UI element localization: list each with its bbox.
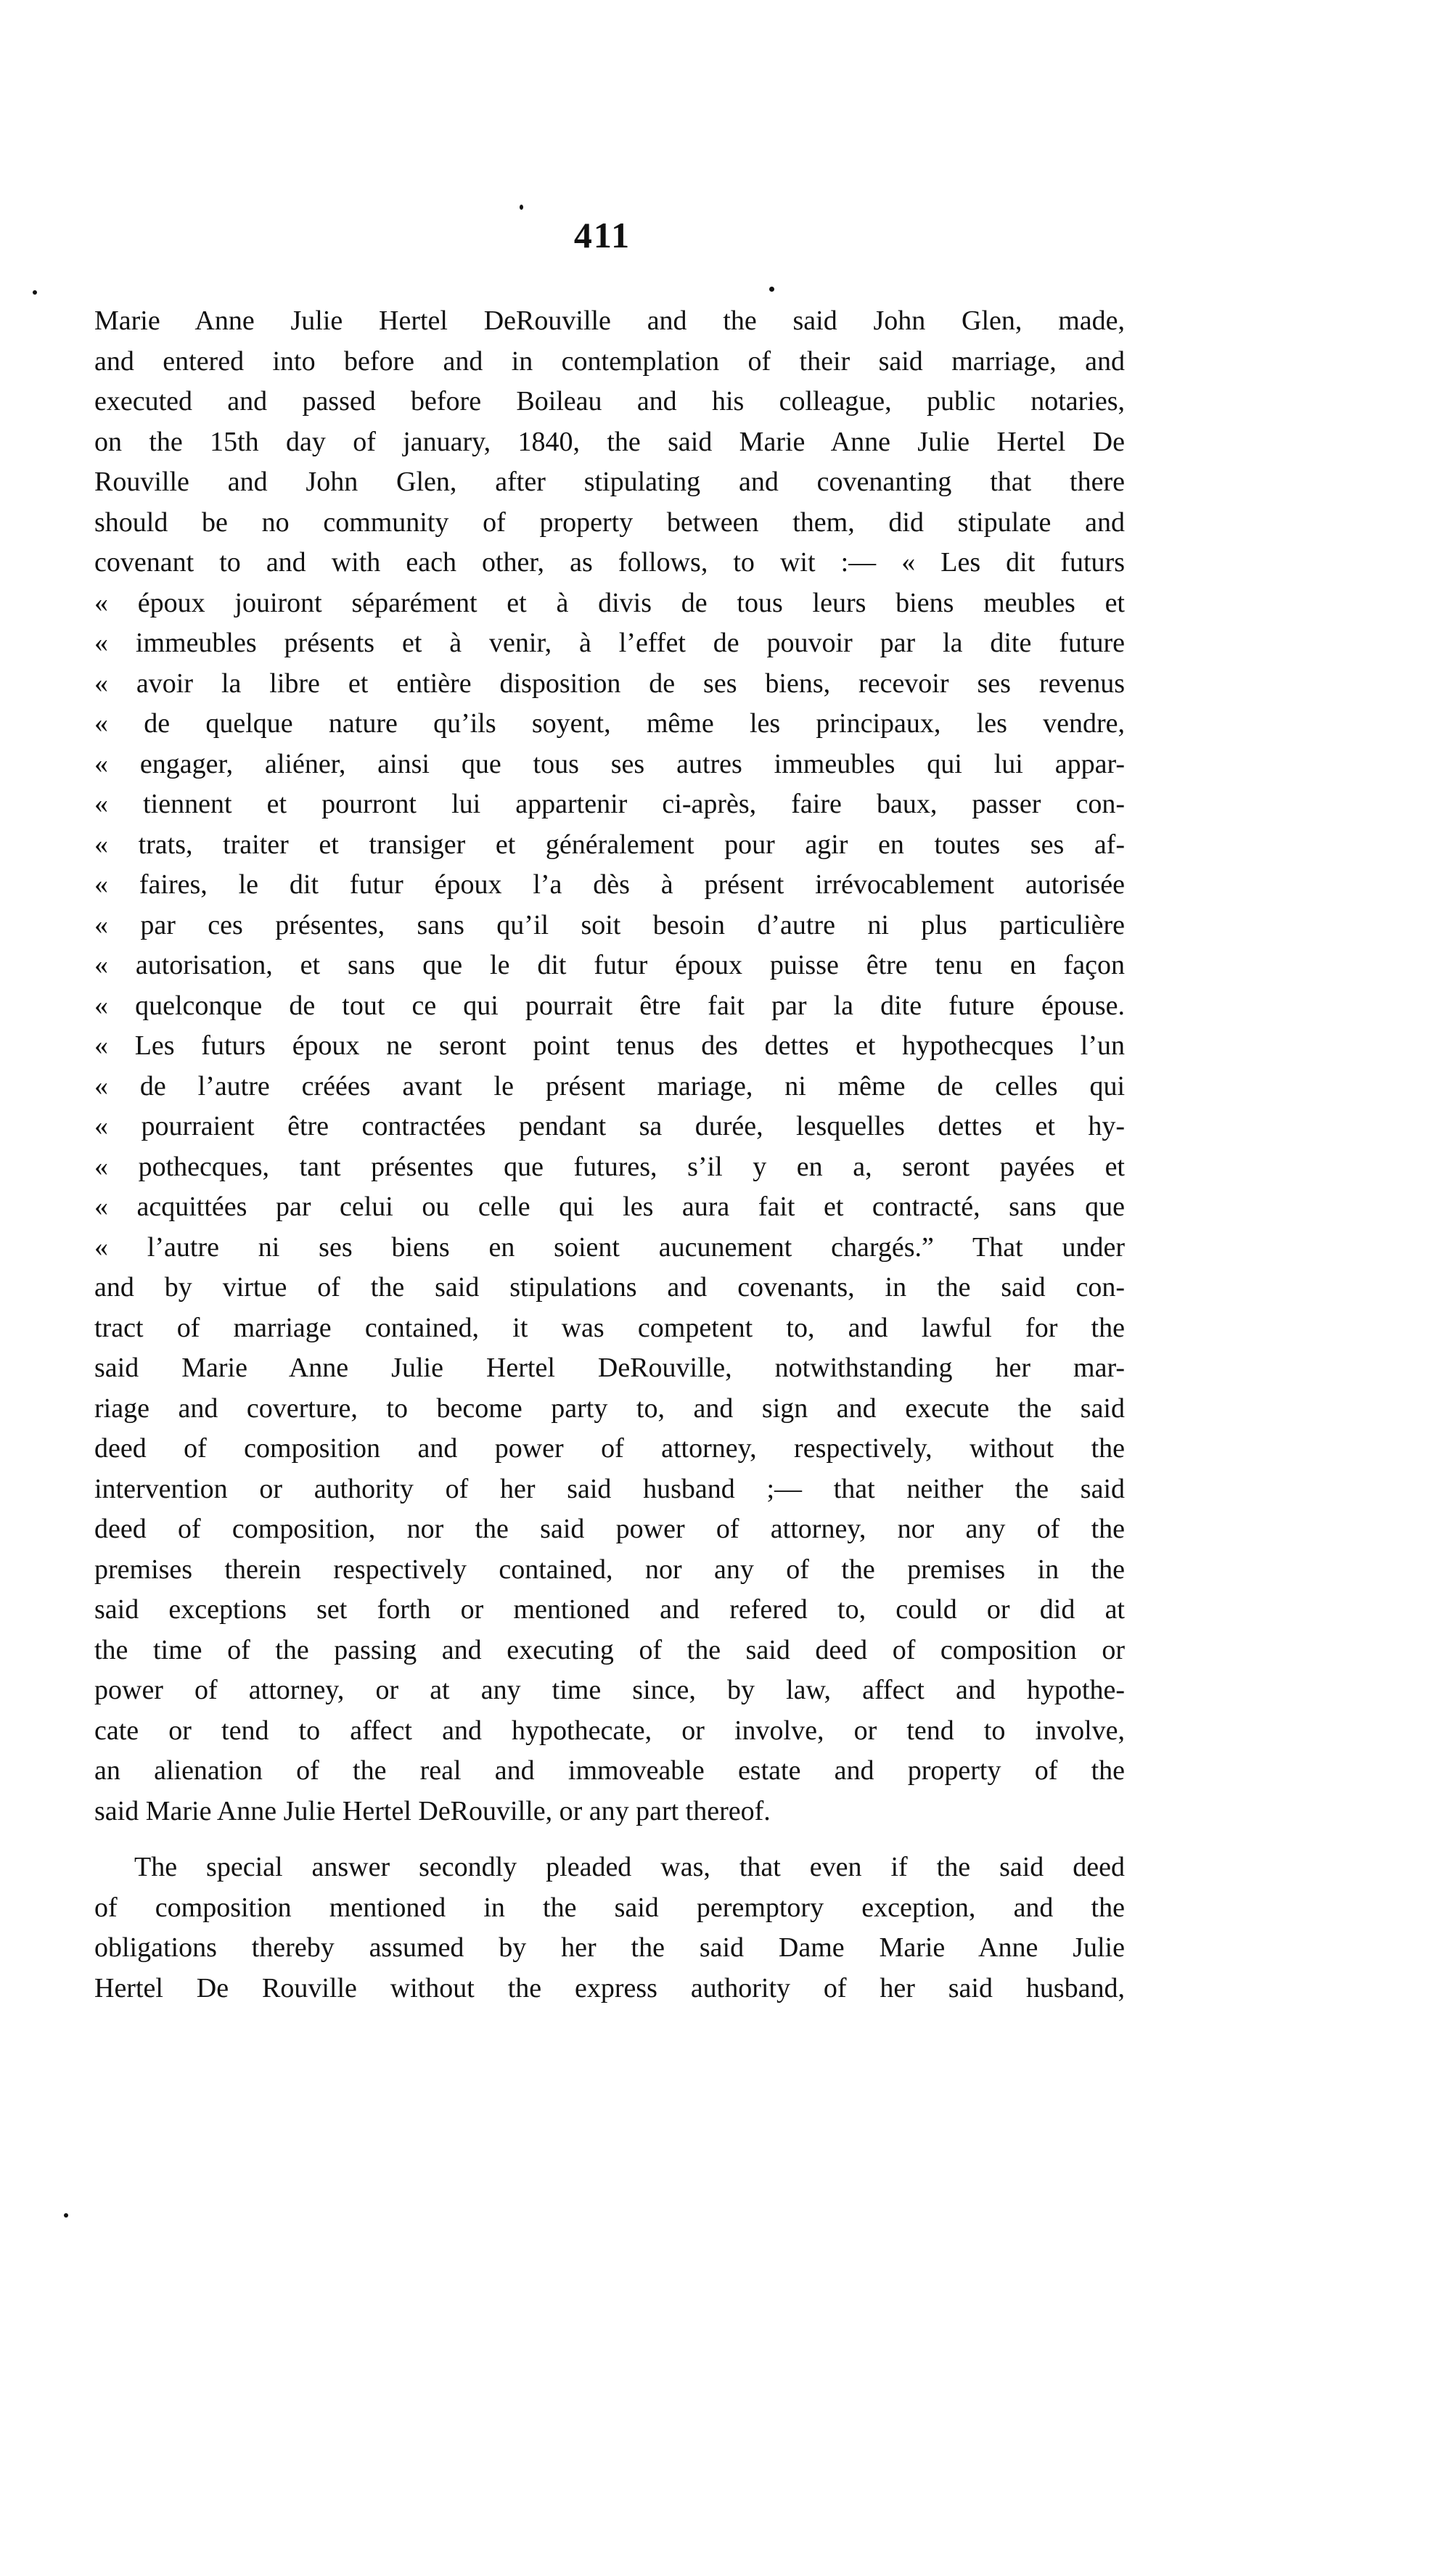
text-line: « quelconque de tout ce qui pourrait être fait par la dite future épouse. — [94, 990, 1125, 1021]
ink-speck — [769, 287, 774, 292]
text-line: said exceptions set forth or mentioned and refered to, could or did at — [94, 1594, 1125, 1625]
ink-speck — [64, 2213, 68, 2218]
text-line: deed of composition and power of attorney, respectively, without the — [94, 1433, 1125, 1464]
text-line: « pourraient être contractées pendant sa durée, lesquelles dettes et hy- — [94, 1111, 1125, 1141]
text-line: « autorisation, et sans que le dit futur époux puisse être tenu en façon — [94, 950, 1125, 980]
text-line: said Marie Anne Julie Hertel DeRouville, or any part thereof. — [94, 1795, 771, 1826]
text-line: Marie Anne Julie Hertel DeRouville and the said John Glen, made, — [94, 305, 1125, 336]
text-line: and by virtue of the said stipulations and covenants, in the said con- — [94, 1272, 1125, 1303]
text-line: « par ces présentes, sans qu’il soit besoin d’autre ni plus particulière — [94, 909, 1125, 940]
text-line: Rouville and John Glen, after stipulating and covenanting that there — [94, 467, 1125, 497]
text-line: « de l’autre créées avant le présent mariage, ni même de celles qui — [94, 1070, 1125, 1102]
text-line: The special answer secondly pleaded was, that even if the said deed — [134, 1852, 1125, 1882]
ink-speck — [520, 205, 523, 210]
text-line: intervention or authority of her said husband ;— that neither the said — [94, 1473, 1125, 1504]
text-line: « acquittées par celui ou celle qui les aura fait et contracté, sans que — [94, 1191, 1125, 1222]
text-line: « l’autre ni ses biens en soient aucunement chargés.” That under — [94, 1231, 1125, 1263]
text-line: « de quelque nature qu’ils soyent, même les principaux, les vendre, — [94, 708, 1125, 739]
text-line: and entered into before and in contemplation of their said marriage, and — [94, 345, 1125, 377]
text-line: obligations thereby assumed by her the said Dame Marie Anne Julie — [94, 1932, 1125, 1963]
paragraph-1 — [94, 301, 1125, 1831]
text-line: of composition mentioned in the said peremptory exception, and the — [94, 1892, 1125, 1923]
text-line: « pothecques, tant présentes que futures, s’il y en a, seront payées et — [94, 1151, 1125, 1182]
text-line: riage and coverture, to become party to, and sign and execute the said — [94, 1392, 1125, 1424]
text-line: « époux jouiront séparément et à divis de tous leurs biens meubles et — [94, 587, 1125, 618]
text-line: tract of marriage contained, it was competent to, and lawful for the — [94, 1312, 1125, 1343]
text-line: Hertel De Rouville without the express authority of her said husband, — [94, 1972, 1125, 2003]
text-line: « Les futurs époux ne seront point tenus des dettes et hypothecques l’un — [94, 1030, 1125, 1061]
text-line: « tiennent et pourront lui appartenir ci-après, faire baux, passer con- — [94, 789, 1125, 819]
text-line: « immeubles présents et à venir, à l’effet de pouvoir par la dite future — [94, 628, 1125, 658]
text-line: the time of the passing and executing of the said deed of composition or — [94, 1634, 1125, 1665]
text-line: deed of composition, nor the said power of attorney, nor any of the — [94, 1514, 1125, 1544]
page-number: 411 — [573, 215, 631, 255]
text-line: « faires, le dit futur époux l’a dès à présent irrévocablement autorisée — [94, 869, 1125, 900]
text-line: said Marie Anne Julie Hertel DeRouville, notwithstanding her mar- — [94, 1353, 1125, 1383]
body-text — [94, 301, 1125, 2009]
text-line: « trats, traiter et transiger et généralement pour agir en toutes ses af- — [94, 829, 1125, 860]
text-line: premises therein respectively contained, nor any of the premises in the — [94, 1554, 1125, 1585]
text-line: an alienation of the real and immoveable estate and property of the — [94, 1755, 1125, 1786]
text-line: covenant to and with each other, as follows, to wit :— « Les dit futurs — [94, 547, 1125, 578]
text-line: power of attorney, or at any time since, by law, affect and hypothe- — [94, 1675, 1125, 1705]
text-line: « avoir la libre et entière disposition de ses biens, recevoir ses revenus — [94, 668, 1125, 699]
text-line: on the 15th day of january, 1840, the said Marie Anne Julie Hertel De — [94, 426, 1125, 457]
text-line: cate or tend to affect and hypothecate, or involve, or tend to involve, — [94, 1715, 1125, 1746]
ink-speck — [33, 290, 37, 295]
text-line: executed and passed before Boileau and his colleague, public notaries, — [94, 386, 1125, 417]
paragraph-2 — [94, 1847, 1125, 2009]
text-line: « engager, aliéner, ainsi que tous ses autres immeubles qui lui appar- — [94, 748, 1125, 779]
text-line: should be no community of property between them, did stipulate and — [94, 506, 1125, 538]
